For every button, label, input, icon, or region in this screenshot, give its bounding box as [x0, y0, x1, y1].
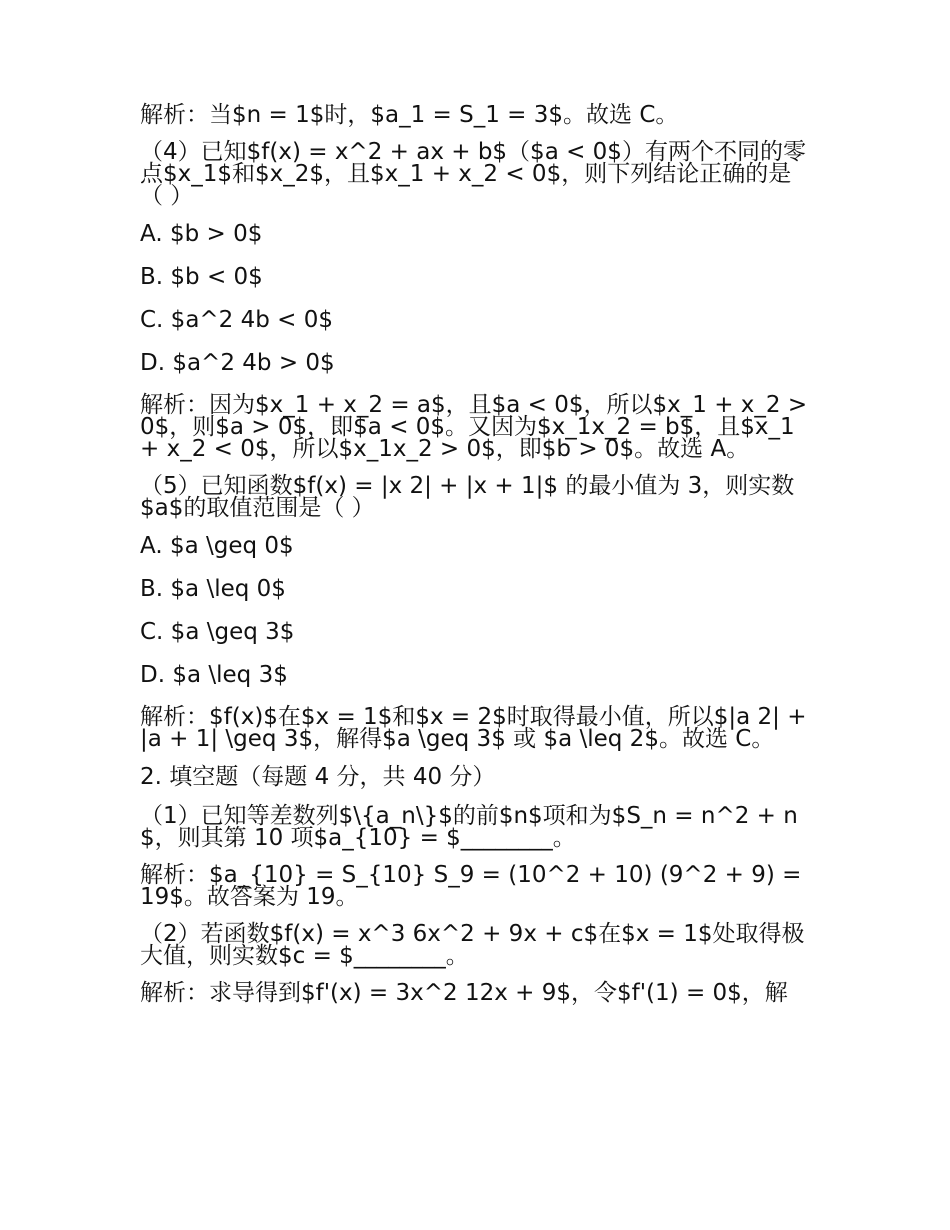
question-5-option-b: B. $a \leq 0$ [140, 576, 286, 602]
answer-analysis: 解析：当$n = 1$时，$a_1 = S_1 = 3$。故选 C。 [140, 102, 679, 128]
question-4-stem: （4）已知$f(x) = x^2 + ax + b$（$a < 0$）有两个不同的零点$x_1$和$x_2$，且$x_1 + x_2 < 0$，则下列结论正确的是（ ） [140, 139, 806, 209]
question-5-option-a: A. $a \geq 0$ [140, 533, 294, 559]
document-page [140, 104, 810, 1019]
question-5-stem: （5）已知函数$f(x) = |x 2| + |x + 1|$ 的最小值为 3，则实数$a$的取值范围是（ ） [140, 473, 795, 521]
fill-question-2-analysis: 解析：求导得到$f'(x) = 3x^2 12x + 9$，令$f'(1) = 0$，解 [140, 980, 788, 1006]
question-5-option-c: C. $a \geq 3$ [140, 619, 295, 645]
question-4-option-b: B. $b < 0$ [140, 264, 263, 290]
question-4-option-d: D. $a^2 4b > 0$ [140, 350, 335, 376]
section-heading-fill-in: 2. 填空题（每题 4 分，共 40 分） [140, 764, 496, 790]
fill-question-2-stem: （2）若函数$f(x) = x^3 6x^2 + 9x + c$在$x = 1$处取得极大值，则实数$c = $________。 [140, 921, 805, 969]
question-5-option-d: D. $a \leq 3$ [140, 662, 288, 688]
question-4-option-c: C. $a^2 4b < 0$ [140, 307, 334, 333]
fill-question-1-analysis: 解析：$a_{10} = S_{10} S_9 = (10^2 + 10) (9^2 + 9) = 19$。故答案为 19。 [140, 862, 802, 910]
question-4-option-a: A. $b > 0$ [140, 221, 263, 247]
fill-question-1-stem: （1）已知等差数列$\{a_n\}$的前$n$项和为$S_n = n^2 + n$，则其第 10 项$a_{10} = $________。 [140, 803, 798, 851]
question-4-analysis: 解析：因为$x_1 + x_2 = a$，且$a < 0$，所以$x_1 + x_2 > 0$，则$a > 0$，即$a < 0$。又因为$x_1x_2 = b$，且$x_1 + x_2 < 0$，所以$x_1x_2 > 0$，即$b > 0$。故选 A。 [140, 392, 808, 462]
question-5-analysis: 解析：$f(x)$在$x = 1$和$x = 2$时取得最小值，所以$|a 2| + |a + 1| \geq 3$，解得$a \geq 3$ 或 $a \leq 2$。故选 C。 [140, 704, 807, 752]
